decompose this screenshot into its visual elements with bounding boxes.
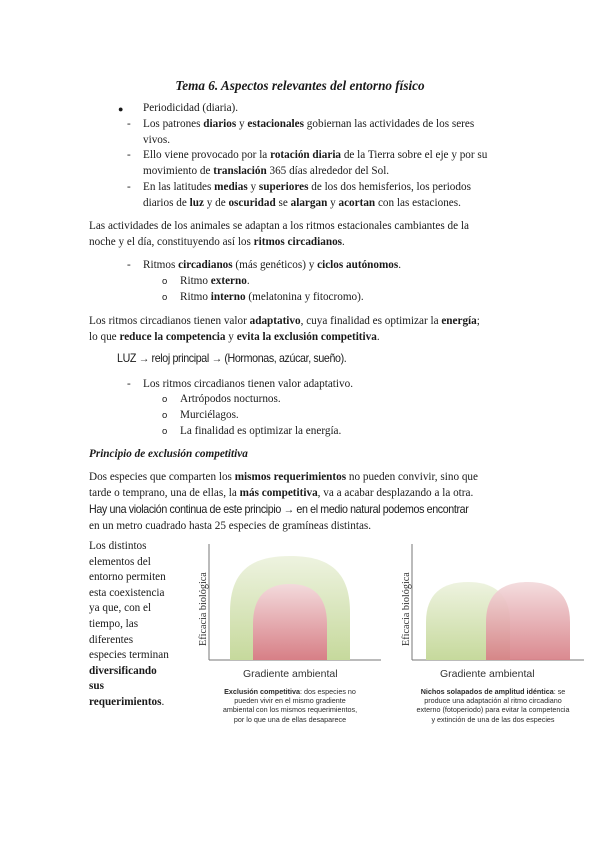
circle-marker: o <box>162 410 168 421</box>
circle-marker: o <box>162 394 168 405</box>
figure2-graph <box>398 538 588 668</box>
dash-item-latitudes: En las latitudes medias y superiores de los dos hemisferios, los periodos diarios de luz y de oscuridad se alargan y acortan con las estaciones. <box>143 181 471 209</box>
section-heading-exclusion: Principio de exclusión competitiva <box>89 448 248 460</box>
sub-item-finalidad: La finalidad es optimizar la energía. <box>180 425 342 437</box>
figure2-y-label: Eficacia biológica <box>401 572 412 646</box>
dash-marker: - <box>127 118 131 130</box>
dash-marker: - <box>127 378 131 390</box>
circle-marker: o <box>162 276 168 287</box>
figure2-caption: Nichos solapados de amplitud idéntica: se produce una adaptación al ritmo circadiano externo (fotoperiodo) para evitar la competencia y extinción de una de las dos especies <box>416 687 570 724</box>
sub-item-interno: Ritmo interno (melatonina y fitocromo). <box>180 291 364 303</box>
side-text-coexistencia: Los distintos elementos del entorno permiten esta coexistencia ya que, con el tiempo, las diferentes especies terminan diversificando sus requerimientos. <box>89 540 169 708</box>
dash-marker: - <box>127 149 131 161</box>
figure1-x-label: Gradiente ambiental <box>243 668 338 680</box>
bullet-dot: ● <box>118 104 124 114</box>
sub-item-murcielagos: Murciélagos. <box>180 409 239 421</box>
paragraph-valor-adaptativo: Los ritmos circadianos tienen valor adaptativo, cuya finalidad es optimizar la energía; lo que reduce la competencia y evita la exclusión competitiva. <box>89 315 480 343</box>
figure1-graph <box>195 538 385 668</box>
dash-marker: - <box>127 259 131 271</box>
dash-item-ritmos-adaptativo: Los ritmos circadianos tienen valor adaptativo. <box>143 378 354 390</box>
circle-marker: o <box>162 426 168 437</box>
species-b-curve <box>486 582 570 660</box>
figure2-x-label: Gradiente ambiental <box>440 668 535 680</box>
handwritten-note-luz: LUZ → reloj principal → (Hormonas, azúcar, sueño). <box>117 352 347 365</box>
paragraph-gramineas: en un metro cuadrado hasta 25 especies de gramíneas distintas. <box>89 520 372 532</box>
dash-item-patrones: Los patrones diarios y estacionales gobiernan las actividades de los seres vivos. <box>143 118 475 146</box>
species-b-curve <box>253 584 327 660</box>
figure1-y-label: Eficacia biológica <box>198 572 209 646</box>
dash-marker: - <box>127 181 131 193</box>
sub-item-artropodos: Artrópodos nocturnos. <box>180 393 281 405</box>
page-title: Tema 6. Aspectos relevantes del entorno físico <box>175 78 425 93</box>
circle-marker: o <box>162 292 168 303</box>
paragraph-dos-especies: Dos especies que comparten los mismos requerimientos no pueden convivir, sino que tarde o temprano, una de ellas, la más competitiva, va a acabar desplazando a la otra. <box>89 471 478 499</box>
paragraph-actividades: Las actividades de los animales se adaptan a los ritmos estacionales cambiantes de la noche y el día, constituyendo así los ritmos circadianos. <box>89 220 469 248</box>
bullet-periodicidad: Periodicidad (diaria). <box>143 102 239 114</box>
sub-item-externo: Ritmo externo. <box>180 275 250 287</box>
handwritten-note-violacion: Hay una violación continua de este principio → en el medio natural podemos encontrar <box>89 503 469 516</box>
dash-item-rotacion: Ello viene provocado por la rotación diaria de la Tierra sobre el eje y por su movimiento de translación 365 días alrededor del Sol. <box>143 149 488 177</box>
dash-item-ritmos: Ritmos circadianos (más genéticos) y ciclos autónomos. <box>143 259 402 271</box>
figure1-caption: Exclusión competitiva: dos especies no pueden vivir en el mismo gradiente ambiental con los mismos requerimientos, por lo que una de ellas desaparece <box>222 687 358 724</box>
figure-nichos-solapados <box>398 538 588 728</box>
figure-exclusion-competitiva <box>195 538 385 728</box>
